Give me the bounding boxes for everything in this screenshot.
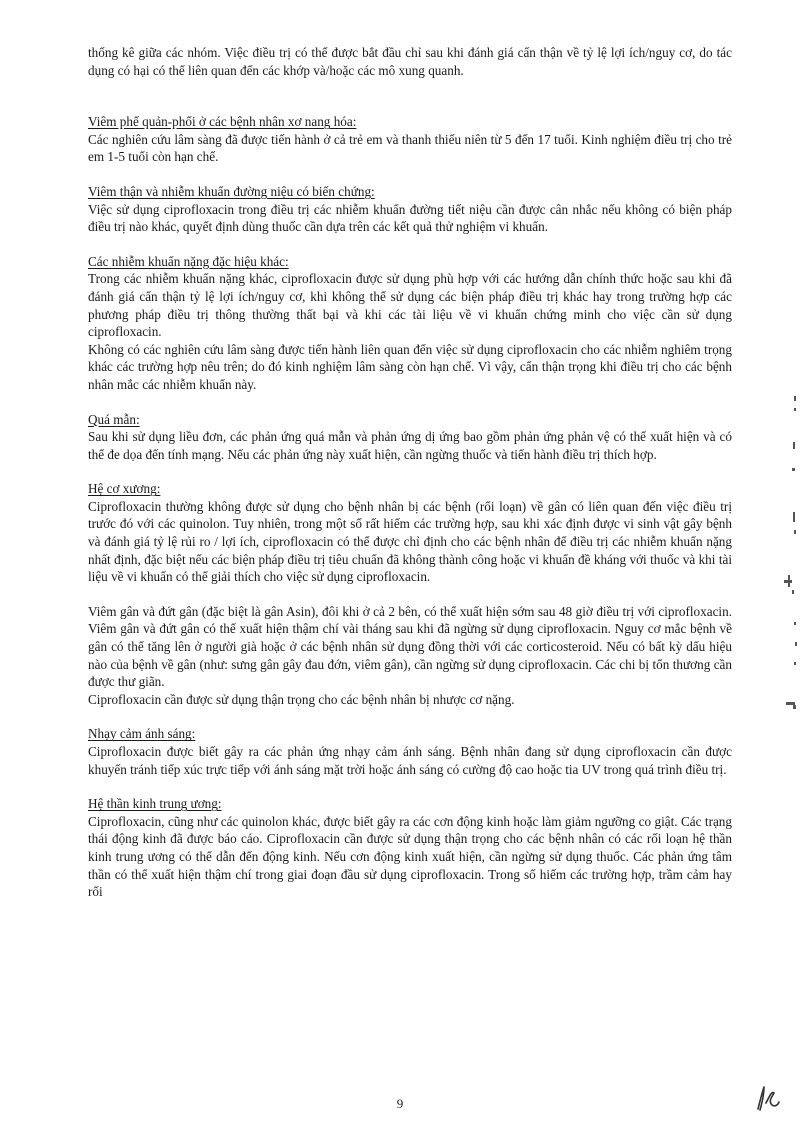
section-hypersensitivity (88, 411, 732, 464)
signature-icon (752, 1083, 782, 1113)
section-cns (88, 795, 732, 901)
section-heading: Các nhiễm khuẩn nặng đặc hiệu khác: (88, 253, 289, 269)
document-page (88, 44, 732, 918)
scan-margin-marks-icon (770, 390, 800, 730)
section-cystic-fibrosis (88, 113, 732, 166)
section-heading: Hệ cơ xương: (88, 481, 161, 497)
section-photosensitivity (88, 725, 732, 778)
section-heading: Hệ thần kinh trung ương: (88, 796, 222, 812)
section-paragraph: Không có các nghiên cứu lâm sàng được tiến hành liên quan đến việc sử dụng ciprofloxacin cho các nhiễm nghiêm trọng khác các trường hợp nêu trên; do đó kinh nghiệm lâm sàng còn hạn chế. Vì vậy, cẩn thận trọng khi điều trị cho các bệnh nhân mắc các nhiễm khuẩn này. (88, 341, 732, 392)
section-severe-infections (88, 253, 732, 394)
section-paragraph: Ciprofloxacin thường không được sử dụng cho bệnh nhân bị các bệnh (rối loạn) về gân có liên quan đến việc điều trị trước đó với các quinolon. Tuy nhiên, trong một số rất hiếm các trường hợp, sau khi xác định được vi sinh vật gây bệnh và đánh giá tỷ lệ rủi ro / lợi ích, ciprofloxacin có thể được chỉ định cho các bệnh nhân để điều trị các nhiễm khuẩn nặng nhất định, đặc biệt nếu các biện pháp điều trị tiêu chuẩn đã không thành công hoặc vi khuẩn đề kháng với thuốc và khi tài liệu về vi khuẩn có thể giải thích cho việc sử dụng ciprofloxacin. (88, 498, 732, 585)
page-number: 9 (396, 1096, 404, 1111)
section-heading: Viêm phế quản-phổi ở các bệnh nhân xơ nang hóa: (88, 114, 357, 130)
section-paragraph: Các nghiên cứu lâm sàng đã được tiến hành ở cả trẻ em và thanh thiếu niên từ 5 đến 17 tuổi. Kinh nghiệm điều trị cho trẻ em 1-5 tuổi còn hạn chế. (88, 131, 732, 165)
intro-section (88, 44, 732, 79)
section-heading: Nhạy cảm ánh sáng: (88, 726, 196, 742)
section-heading: Quá mẫn: (88, 411, 140, 427)
section-paragraph: Ciprofloxacin được biết gây ra các phản ứng nhạy cảm ánh sáng. Bệnh nhân đang sử dụng ciprofloxacin cần được khuyến tránh tiếp xúc trực tiếp với ánh sáng mặt trời hoặc ánh sáng có cường độ cao hoặc tia UV trong quá trình điều trị. (88, 744, 732, 777)
section-paragraph: Ciprofloxacin cần được sử dụng thận trọng cho các bệnh nhân bị nhược cơ nặng. (88, 691, 515, 707)
section-paragraph: Trong các nhiễm khuẩn nặng khác, ciprofloxacin được sử dụng phù hợp với các hướng dẫn chính thức hoặc sau khi đã đánh giá cẩn thận tỷ lệ lợi ích/nguy cơ, khi không thể sử dụng các biện pháp điều trị khác hay trong trường hợp các phương pháp điều trị thông thường thất bại và khi các tài liệu về vi khuẩn chứng minh cho việc cần sử dụng ciprofloxacin. (88, 271, 732, 340)
section-paragraph: Viêm gân và đứt gân (đặc biệt là gân Asin), đôi khi ở cả 2 bên, có thể xuất hiện sớm sau 48 giờ điều trị với ciprofloxacin. Viêm gân và đứt gân có thể xuất hiện thậm chí vài tháng sau khi đã ngừng sử dụng ciprofloxacin. Nguy cơ mắc bệnh về gân có thể tăng lên ở người già hoặc ở các bệnh nhân sử dụng đồng thời với các corticosteroid. Nếu có bất kỳ dấu hiệu nào của bệnh về gân (như: sưng gân gây đau đớn, viêm gân), cần ngừng sử dụng ciprofloxacin. Các chi bị tổn thương cần được thư giãn. (88, 603, 732, 690)
section-paragraph: Ciprofloxacin, cũng như các quinolon khác, được biết gây ra các cơn động kinh hoặc làm giảm ngưỡng co giật. Các trạng thái động kinh đã được báo cáo. Ciprofloxacin cần được sử dụng thận trọng cho các bệnh nhân có các rối loạn hệ thần kinh trung ương có thể dẫn đến động kinh. Nếu cơn động kinh xuất hiện, cần ngừng sử dụng thuốc. Các phản ứng tâm thần có thể xuất hiện thậm chí trong giai đoạn đầu sử dụng ciprofloxacin. Trong số hiếm các trường hợp, trầm cảm hay rối (88, 813, 732, 900)
section-musculoskeletal (88, 480, 732, 708)
section-heading: Viêm thận và nhiễm khuẩn đường niệu có biến chứng: (88, 183, 375, 199)
intro-paragraph: thống kê giữa các nhóm. Việc điều trị có thể được bắt đầu chỉ sau khi đánh giá cẩn thận về tỷ lệ lợi ích/nguy cơ, do tác dụng có hại có thể liên quan đến các khớp và/hoặc các mô xung quanh. (88, 45, 732, 78)
section-urinary-infections (88, 183, 732, 236)
section-paragraph: Việc sử dụng ciprofloxacin trong điều trị các nhiễm khuẩn đường tiết niệu cần được cân nhắc nếu không có biện pháp điều trị nào khác, quyết định dùng thuốc cần dựa trên các kết quả thử nghiệm vi khuẩn. (88, 201, 732, 235)
section-paragraph: Sau khi sử dụng liều đơn, các phản ứng quá mẫn và phản ứng dị ứng bao gồm phản ứng phản vệ có thể xuất hiện và có thể đe dọa đến tính mạng. Nếu các phản ứng này xuất hiện, cần ngừng thuốc và tiến hành điều trị thích hợp. (88, 429, 732, 462)
